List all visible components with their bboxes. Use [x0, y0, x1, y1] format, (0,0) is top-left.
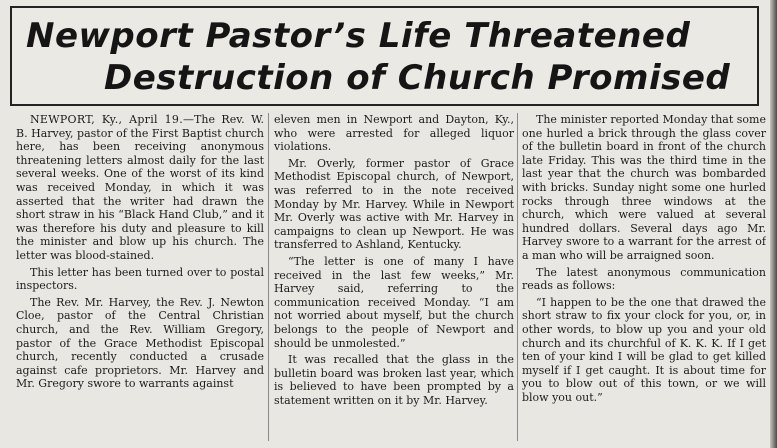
- headline-box: [10, 6, 759, 106]
- column-rule: [268, 113, 269, 441]
- article-paragraph: eleven men in Newport and Dayton, Ky., who were arrested for alleged liquor violations.: [274, 113, 514, 154]
- article-paragraph: It was recalled that the glass in the bulletin board was broken last year, which is believed to have been prompted by a statement written on it by Mr. Harvey.: [274, 353, 514, 407]
- dateline: NEWPORT, Ky., April 19.: [30, 113, 184, 126]
- article-column-1: [16, 113, 264, 443]
- article-column-2: [274, 113, 514, 443]
- headline-line-1: Newport Pastor’s Life Threatened: [26, 16, 691, 56]
- article-paragraph: The Rev. Mr. Harvey, the Rev. J. Newton Cloe, pastor of the Central Christian church, and the Rev. William Gregory, pastor of the Grace Methodist Episcopal church, recently conducted a crusade against cafe proprietors. Mr. Harvey and Mr. Gregory swore to warrants against: [16, 295, 264, 391]
- article-column-3: [522, 113, 766, 443]
- scan-edge: [770, 0, 777, 448]
- article-paragraph: The minister reported Monday that some one hurled a brick through the glass cover of the bulletin board in front of the church late Friday. This was the third time in the last year that the church was bombarded with bricks. Sunday night some one hurled rocks through three windows at the church, which were valued at several hundred dollars. Several days ago Mr. Harvey swore to a warrant for the arrest of a man who will be arraigned soon.: [522, 113, 766, 262]
- headline-line-2: Destruction of Church Promised: [104, 58, 731, 98]
- article-paragraph: This letter has been turned over to postal inspectors.: [16, 265, 264, 293]
- article-paragraph: “The letter is one of many I have received in the last few weeks,” Mr. Harvey said, referring to the communication received Monday. “I am not worried about myself, but the church belongs to the people of Newport and should be unmolested.”: [274, 254, 514, 350]
- article-paragraph: “I happen to be the one that drawed the short straw to fix your clock for you, or, in other words, to blow up you and your old church and its churchful of K. K. K. If I get ten of your kind I will be glad to get killed myself if I get caught. It is about time for you to blow out of this town, or we will blow you out.”: [522, 295, 766, 404]
- column-rule: [517, 113, 518, 441]
- article-paragraph: [16, 113, 264, 263]
- article-paragraph: The latest anonymous communication reads as follows:: [522, 265, 766, 293]
- article-paragraph: Mr. Overly, former pastor of Grace Methodist Episcopal church, of Newport, was referred to in the note received Monday by Mr. Harvey. While in Newport Mr. Overly was active with Mr. Harvey in campaigns to clean up Newport. He was transferred to Ashland, Kentucky.: [274, 156, 514, 252]
- paragraph-text: —The Rev. W. B. Harvey, pastor of the First Baptist church here, has been receiving anonymous threatening letters almost daily for the last several weeks. One of the worst of its kind was received Monday, in which it was asserted that the writer had drawn the short straw in his “Black Hand Club,” and it was therefore his duty and pleasure to kill the minister and blow up his church. The letter was blood-stained.: [16, 113, 264, 262]
